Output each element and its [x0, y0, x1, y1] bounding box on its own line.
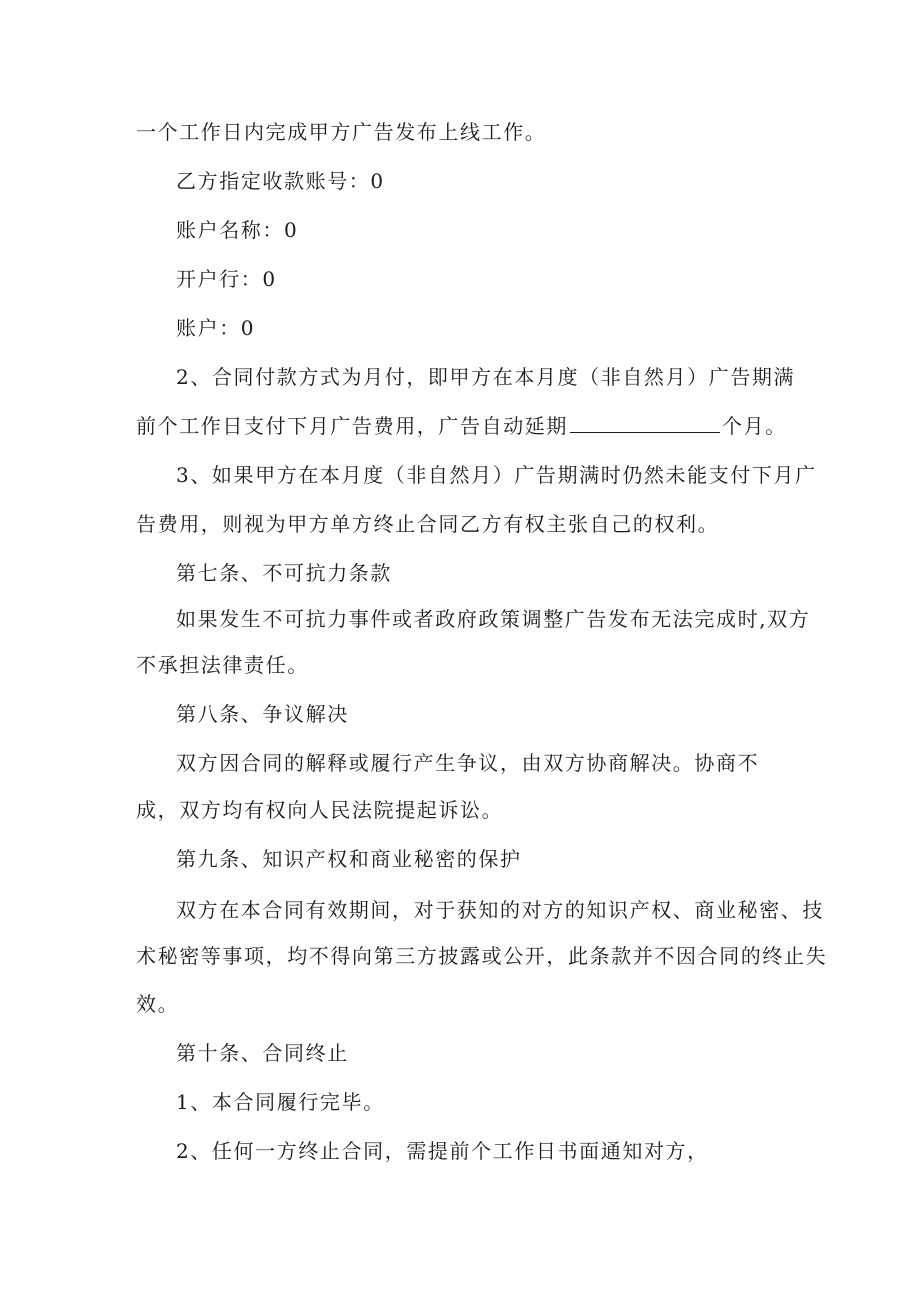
- payment-clause-text: 前个工作日支付下月广告费用，广告自动延期: [136, 414, 568, 438]
- article-9-heading: 第九条、知识产权和商业秘密的保护: [176, 847, 522, 871]
- force-majeure-line-2: 不承担法律责任。: [136, 653, 309, 677]
- payment-clause-line: 2、合同付款方式为月付，即甲方在本月度（非自然月）广告期满: [176, 365, 796, 389]
- dispute-line-2: 成，双方均有权向人民法院提起诉讼。: [136, 798, 504, 822]
- ip-clause-line: 双方在本合同有效期间，对于获知的对方的知识产权、商业秘密、技: [176, 898, 824, 922]
- article-8-heading: 第八条、争议解决: [176, 702, 349, 726]
- text-line: 一个工作日内完成甲方广告发布上线工作。: [136, 120, 547, 144]
- ip-clause-line-2: 术秘密等事项，均不得向第三方披露或公开，此条款并不因合同的终止失: [136, 944, 828, 968]
- nonpayment-clause-line: 3、如果甲方在本月度（非自然月）广告期满时仍然未能支付下月广: [176, 463, 817, 487]
- article-7-heading: 第七条、不可抗力条款: [176, 561, 392, 585]
- blank-fill-line: [570, 414, 720, 433]
- nonpayment-clause-line-2: 告费用，则视为甲方单方终止合同乙方有权主张自己的权利。: [136, 512, 720, 536]
- payment-clause-suffix: 个月。: [722, 414, 787, 438]
- article-10-heading: 第十条、合同终止: [176, 1041, 349, 1065]
- termination-item-2: 2、任何一方终止合同，需提前个工作日书面通知对方，: [176, 1139, 709, 1163]
- termination-item-1: 1、本合同履行完毕。: [176, 1090, 385, 1114]
- payment-clause-line-2: [136, 413, 787, 439]
- force-majeure-line: 如果发生不可抗力事件或者政府政策调整广告发布无法完成时,双方: [176, 607, 811, 631]
- account-line: 账户：0: [176, 316, 256, 340]
- account-name-line: 账户名称：0: [176, 218, 299, 242]
- bank-line: 开户行：0: [176, 267, 277, 291]
- receiving-account-line: 乙方指定收款账号：0: [176, 169, 385, 193]
- dispute-line: 双方因合同的解释或履行产生争议，由双方协商解决。协商不: [176, 751, 760, 775]
- ip-clause-line-3: 效。: [136, 992, 180, 1016]
